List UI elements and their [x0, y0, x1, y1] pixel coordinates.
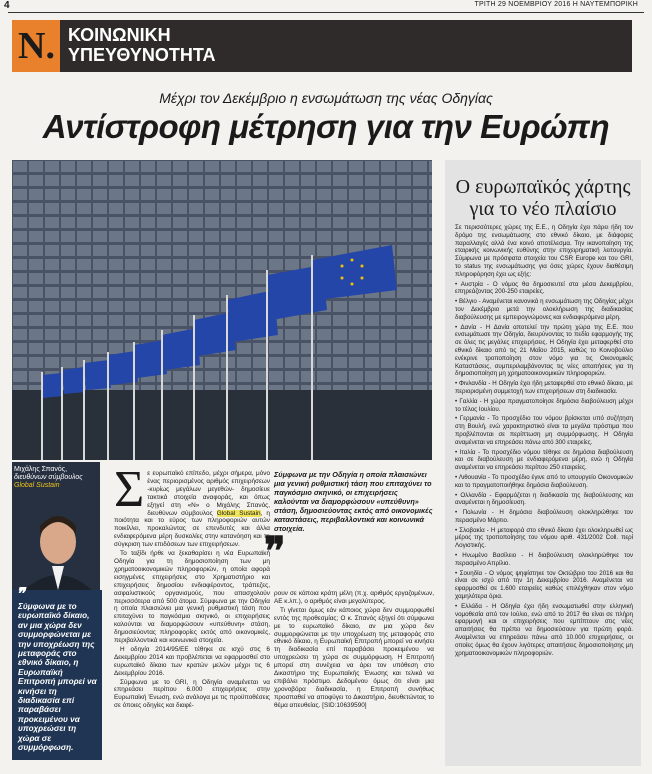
eu-building-illustration: [12, 160, 432, 460]
article-sign: [SID:10639590]: [322, 701, 367, 709]
article-kicker: Μέχρι τον Δεκέμβριο η ενσωμάτωση της νέας Οδηγίας: [159, 90, 493, 106]
sidebar-item: • Ολλανδία - Εφαρμόζεται η διαδικασία της διαβούλευσης και αναμένεται η δημοσίευση.: [455, 491, 633, 507]
article-paragraph: Σύμφωνα με το GRI, η Οδηγία αναμένεται να επηρεάσει περίπου 6.000 επιχειρήσεις στην Ευρωπαϊκή Ένωση, ενώ ανάλογα με τις προϋποθέσεις σε όποιες οδηγίες και διαφέ-: [114, 678, 270, 710]
sidebar-box: [445, 160, 641, 766]
article-paragraph: Το ταξίδι ήρθε να ξεκαθαρίσει η νέα Ευρωπαϊκή Οδηγία για τη δημοσιοποίηση των μη χρηματοοικονομικών πληροφοριών, η οποία αφορά εισηγμένες επιχειρήσεις στο Χρηματιστήριο και επιχειρήσεις δημοσίου ενδιαφέροντος, τράπεζες, ασφαλιστικούς οργανισμούς, που απασχολούν περισσότερα από 500 άτομα. Σύμφωνα με την Οδηγία η οποία πλαισιώνει μια γενική ρυθμιστική τάση που επιταχύνει το παγκόσμιο σκηνικό, οι επιχειρήσεις καλούνται να διαμορφώσουν «υπεύθυνη» στάση, δημοσιεύοντας πληροφορίες εκτός από οικονομικές, περιβαλλοντικά και κοινωνικά στοιχεία.: [114, 550, 270, 645]
newspaper-logo: [12, 20, 60, 72]
article-body-col1: [114, 461, 270, 711]
sidebar-item: • Ιταλία - Το προσχέδιο νόμου τέθηκε σε δημόσια διαβούλευση και σε διαβούλευση με ενδιαφερόμενα μέρη, ενώ η Οδηγία αναμένεται να επηρεάσει περίπου 250 εταιρείες.: [455, 448, 633, 472]
article-headline: Αντίστροφη μέτρηση για την Ευρώπη: [42, 108, 610, 145]
quote-mark-icon: ❞: [16, 586, 25, 603]
article-paragraph: Η οδηγία 2014/95/ΕΕ τέθηκε σε ισχύ στις 6 Δεκεμβρίου 2014 και προβλέπεται να εφαρμοσθεί στο ευρωπαϊκό δίκαιο των κρατών μελών μέχρι τις 6 Δεκεμβρίου 2016.: [114, 645, 270, 677]
sidebar-item: • Βέλγιο - Αναμένεται κανονικά η ενσωμάτωση της Οδηγίας μέχρι τον Δεκέμβριο μετά την ολοκλήρωση της διαδικασίας διαβούλευσης με εμπειρογνώμονες και ενδιαφερόμενα μέρη.: [455, 298, 633, 321]
sidebar-item: • Πολωνία - Η δημόσια διαβούλευση ολοκληρώθηκε τον περασμένο Μάρτιο.: [455, 509, 633, 524]
pull-quote: Σύμφωνα με την Οδηγία η οποία πλαισιώνει μια γενική ρυθμιστική τάση που επιταχύνει το παγκόσμιο σκηνικό, οι επιχειρήσεις καλούνται να διαμορφώσουν «υπεύθυνη» στάση, δημοσιεύοντας εκτός από οικονομικές καταστάσεις, περιβαλλοντικά και κοινωνικά στοιχεία.: [274, 470, 433, 533]
sidebar-item: • Δανία - Η Δανία αποτελεί την πρώτη χώρα της Ε.Ε. που ενσωμάτωσε την Οδηγία, διευρύνοντας το πεδίο εφαρμογής της σε όλες τις μεγάλες επιχειρήσεις. Η Οδηγία έχει μεταφερθεί στο εθνικό δίκαιο από τις 21 Μαΐου 2015, καθώς το Κοινοβούλιο ενέκρινε τροποποίηση στον νόμο για τις Οικονομικές Καταστάσεις, συμπεριλαμβάνοντας τις νέες απαιτήσεις για τη δημοσιοποίηση μη χρηματοοικονομικών πληροφοριών.: [455, 323, 633, 378]
dateline: ΤΡΙΤΗ 29 ΝΟΕΜΒΡΙΟΥ 2016 Η ΝΑΥΤΕΜΠΟΡΙΚΗ: [474, 1, 638, 8]
article-paragraph: [274, 607, 434, 710]
sidebar-item: • Γαλλία - Η χώρα πραγματοποίησε δημόσια διαβούλευση μέχρι το τέλος Ιουλίου.: [455, 397, 633, 413]
author-company: Global Sustain: [14, 482, 60, 489]
sidebar-item: • Ελλάδα - Η Οδηγία έχει ήδη ενσωματωθεί στην ελληνική νομοθεσία από τον Ιούλιο, ενώ από το 2017 θα είναι σε πλήρη εφαρμογή και οι επιχειρήσεις που εμπίπτουν στις νέες απαιτήσεις θα πρέπει να δημοσιεύσουν για πρώτη φορά. Αναμένεται να επηρεάσει πάνω από 10.000 επιχειρήσεις, οι οποίες όμως θα έχουν λιγότερες απαιτήσεις δημοσιοποίησης μη χρηματοοικονομικών πληροφοριών.: [455, 602, 633, 657]
sidebar-country-list: [455, 224, 633, 659]
company-highlight: Global Sustain: [216, 509, 261, 517]
section-title: [68, 25, 216, 65]
sidebar-item: • Σουηδία - Ο νόμος ψηφίστηκε τον Οκτώβριο του 2016 και θα είναι σε ισχύ από την 1η Δεκεμβρίου 2016. Αναμένεται να εφαρμοσθεί σε 1.600 εταιρείες καθώς επιλέχθηκαν στον νόμο χαμηλότερα όρια.: [455, 569, 633, 601]
logo-letter: N.: [18, 25, 55, 67]
author-name: Μιχάλης Σπανός,: [14, 466, 68, 473]
section-banner: [12, 20, 632, 72]
sidebar-item: • Γερμανία - Το προσχέδιο του νόμου βρίσκεται υπό συζήτηση στη Βουλή, ενώ χαρακτηριστικό είναι τα μεγάλα πρόστιμα που προβλέπονται σε περίπτωση μη συμμόρφωσης. Η Οδηγία αναμένεται να επηρεάσει πάνω από 300 εταιρείες.: [455, 415, 633, 446]
sidebar-item: Σε περισσότερες χώρες της Ε.Ε., η Οδηγία έχει πάρει ήδη τον δρόμο της ενσωμάτωσης στο εθνικό δίκαιο, με διάφορες παραλλαγές αλλά ένα κοινό αποτέλεσμα. Την ικανοποίηση της εταιρικής κοινωνικής ευθύνης στην επιχειρηματική λειτουργία. Σύμφωνα με πρόσφατα στοιχεία του CSR Europe και του GRI, το status της ενσωμάτωσης για όσες χώρες έχουν διαθέσιμη πληροφόρηση έχει ως εξής:: [455, 224, 633, 278]
sidebar-item: • Φινλανδία - Η Οδηγία έχει ήδη μεταφερθεί στο εθνικό δίκαιο, με περιορισμένη συμμετοχή των επιχειρήσεων στη διαδικασία.: [455, 380, 633, 395]
article-text: , η ποιότητα και το εύρος των πληροφοριών αυτών ποικίλλει, προκαλώντας σε επενδυτές και άλλα ενδιαφερόμενα μέρη δυσκολίες στην κατανόηση και τη σύγκριση των επιδόσεων των επιχειρήσεων.: [114, 509, 270, 549]
pull-quote-mark-icon: ❞: [264, 529, 286, 574]
sidebar-title-line2: για το νέο πλαίσιο: [469, 198, 617, 220]
eu-flags-photo: [12, 160, 432, 460]
page-number: 4: [4, 0, 10, 11]
author-quote-box: [12, 586, 102, 760]
article-text: ε ευρωπαϊκό επίπεδο, μέχρι σήμερα, μόνο ένας περιορισμένος αριθμός επιχειρήσεων -κυρίως μεγάλων μεγεθών- δημοσίευε τακτικά στοιχεία αναφοράς, και όπως εξηγεί στη «Ν» ο Μιχάλης Σπανός, διευθύνων σύμβουλος: [147, 470, 270, 517]
section-title-line1: ΚΟΙΝΩΝΙΚΗ: [68, 25, 171, 45]
author-role: διευθύνων σύμβουλος: [14, 474, 83, 481]
sidebar-item: • Λιθουανία - Το προσχέδιο έγινε από το υπουργείο Οικονομικών και το πραγματοποιήθηκε δημόσια διαβούλευση.: [455, 473, 633, 489]
header-rule: [8, 12, 644, 13]
dropcap: Σ: [114, 461, 145, 518]
section-title-line2: ΥΠΕΥΘΥΝΟΤΗΤΑ: [68, 45, 216, 65]
article-text: Τι γίνεται όμως εάν κάποιος χώρα δεν συμμορφωθεί εντός της προθεσμίας; Ο κ. Σπανός εξηγεί ότι σύμφωνα με το ευρωπαϊκό δίκαιο, αν μια χώρα δεν συμμορφώνεται με την υποχρέωση της μεταφοράς στο εθνικό δίκαιο, η Ευρωπαϊκή Επιτροπή μπορεί να κινήσει τη διαδικασία επί παραβάσει προκειμένου να υποχρεώσει τη χώρα σε συμμόρφωση. Η Επιτροπή μπορεί στη συνέχεια να άρει τον υπόθεση στο Δικαστήριο της Ευρωπαϊκής Ένωσης και τελικά να επιβάλει πρόστιμο. Δεδομένου όμως ότι είναι μια χρονοβόρα διαδικασία, η Επιτροπή συνήθως προσπαθεί να αποφύγει το Δικαστήριο, διευθετώντας το θέμα απευθείας.: [274, 606, 434, 709]
sidebar-title: [445, 176, 641, 220]
sidebar-item: • Ηνωμένο Βασίλειο - Η διαβούλευση ολοκληρώθηκε τον περασμένο Απρίλιο.: [455, 552, 633, 567]
article-paragraph: ρουν σε κάποια κράτη μέλη (π.χ. αριθμός εργαζομένων, ΑΕ κ.λπ.), ο αριθμός είναι μεγαλύτερος.: [274, 590, 434, 605]
article-body-col2: [274, 590, 434, 711]
sidebar-item: • Αυστρία - Ο νόμος θα δημοσιευτεί στα μέσα Δεκεμβρίου, επηρεάζοντας 200-250 εταιρείες.: [455, 280, 633, 296]
sidebar-title-line1: Ο ευρωπαϊκός χάρτης: [455, 176, 631, 198]
page-header: [0, 0, 652, 12]
sidebar-item: • Σλοβακία - Η μεταφορά στο εθνικό δίκαιο έχει ολοκληρωθεί ως μέρος της τροποποίησης του νόμου αριθ. 431/2002 Coll. περί Λογιστικής.: [455, 526, 633, 550]
author-caption: [14, 466, 83, 490]
author-quote-text: Σύμφωνα με το ευρωπαϊκό δίκαιο, αν μια χώρα δεν συμμορφώνεται με την υποχρέωση της μεταφοράς στο εθνικό δίκαιο, η Ευρωπαϊκή Επιτροπή μπορεί να κινήσει τη διαδικασία επί παραβάσει προκειμένου να υποχρεώσει τη χώρα σε συμμόρφωση.: [18, 602, 97, 753]
